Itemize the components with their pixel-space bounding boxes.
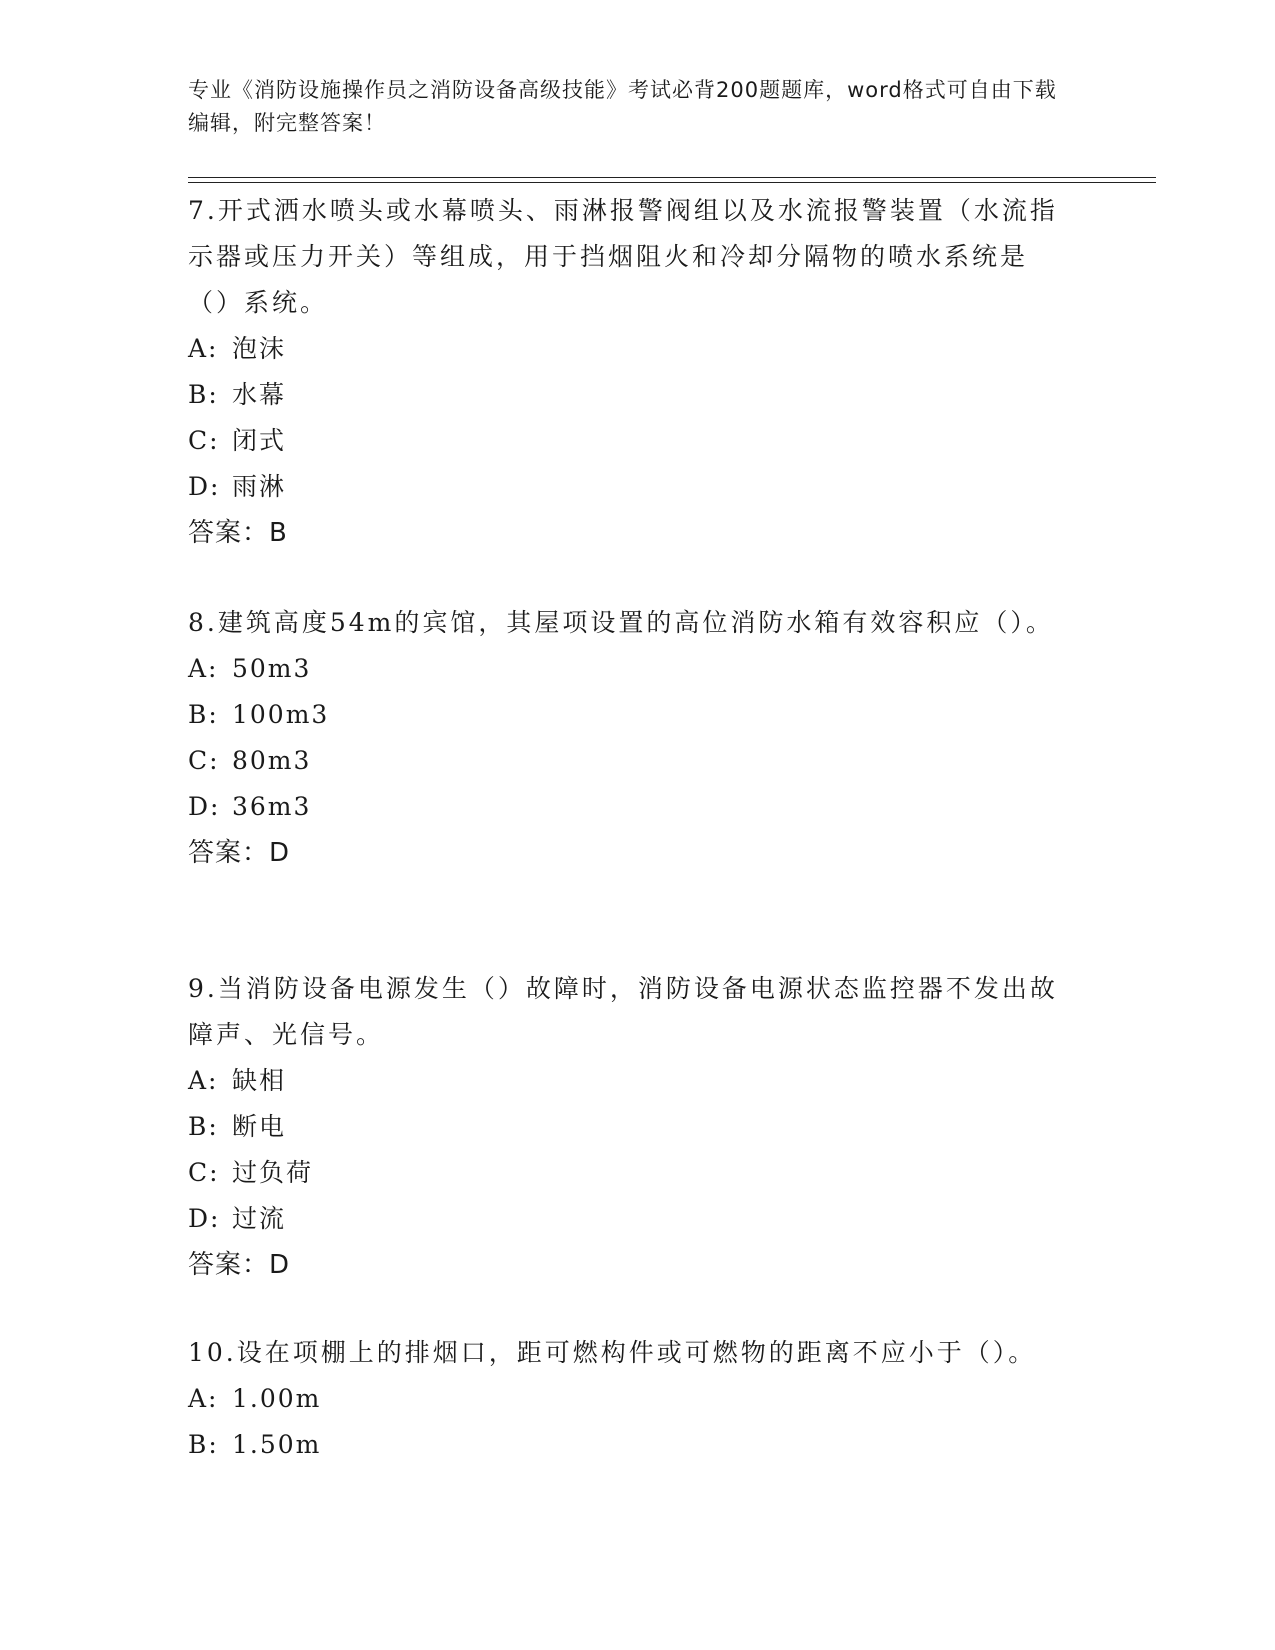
question-10: [188, 1330, 1068, 1468]
option-text: 过流: [232, 1204, 287, 1233]
option-label: D:: [188, 1204, 221, 1233]
answer: 答案：D: [188, 1250, 291, 1280]
question-text: 8.建筑高度54m的宾馆，其屋项设置的高位消防水箱有效容积应（）。: [188, 608, 1054, 637]
option-c: [188, 1150, 1068, 1196]
option-text: 1.00m: [232, 1384, 322, 1413]
option-text: 36m3: [232, 792, 312, 821]
option-d: [188, 1196, 1068, 1242]
option-text: 80m3: [232, 746, 312, 775]
question-text: 9.当消防设备电源发生（）故障时，消防设备电源状态监控器不发出故障声、光信号。: [188, 974, 1058, 1049]
option-label: D:: [188, 792, 221, 821]
option-a: [188, 1058, 1068, 1104]
header-divider-bottom: [188, 182, 1156, 183]
option-label: C:: [188, 1158, 220, 1187]
option-label: A:: [188, 1066, 219, 1095]
option-text: 泡沫: [232, 334, 287, 363]
answer: 答案：B: [188, 518, 288, 548]
option-b: [188, 1422, 1068, 1468]
option-label: B:: [188, 700, 219, 729]
option-label: B:: [188, 1112, 219, 1141]
question-7: [188, 188, 1068, 556]
option-label: C:: [188, 746, 220, 775]
question-9: [188, 966, 1068, 1288]
question-8: [188, 600, 1068, 876]
option-label: D:: [188, 472, 221, 501]
option-label: A:: [188, 334, 219, 363]
option-text: 断电: [232, 1112, 287, 1141]
option-label: C:: [188, 426, 220, 455]
option-a: [188, 326, 1068, 372]
answer: 答案：D: [188, 838, 291, 868]
option-b: [188, 1104, 1068, 1150]
option-label: A:: [188, 654, 219, 683]
option-text: 水幕: [232, 380, 287, 409]
option-b: [188, 372, 1068, 418]
document-header: 专业《消防设施操作员之消防设备高级技能》考试必背200题题库，word格式可自由下载编辑，附完整答案！: [188, 78, 1057, 135]
question-text: 10.设在项棚上的排烟口，距可燃构件或可燃物的距离不应小于（）。: [188, 1338, 1037, 1367]
option-b: [188, 692, 1068, 738]
option-label: A:: [188, 1384, 219, 1413]
option-text: 雨淋: [232, 472, 287, 501]
option-text: 过负荷: [232, 1158, 314, 1187]
option-a: [188, 646, 1068, 692]
option-text: 1.50m: [232, 1430, 322, 1459]
option-d: [188, 464, 1068, 510]
option-text: 100m3: [232, 700, 330, 729]
option-label: B:: [188, 1430, 219, 1459]
question-text: 7.开式洒水喷头或水幕喷头、雨淋报警阀组以及水流报警装置（水流指示器或压力开关）等组成，用于挡烟阻火和冷却分隔物的喷水系统是（）系统。: [188, 196, 1058, 317]
option-label: B:: [188, 380, 219, 409]
option-text: 50m3: [232, 654, 312, 683]
option-c: [188, 738, 1068, 784]
option-d: [188, 784, 1068, 830]
header-divider-top: [188, 177, 1156, 178]
option-text: 缺相: [232, 1066, 287, 1095]
option-c: [188, 418, 1068, 464]
option-text: 闭式: [232, 426, 287, 455]
option-a: [188, 1376, 1068, 1422]
